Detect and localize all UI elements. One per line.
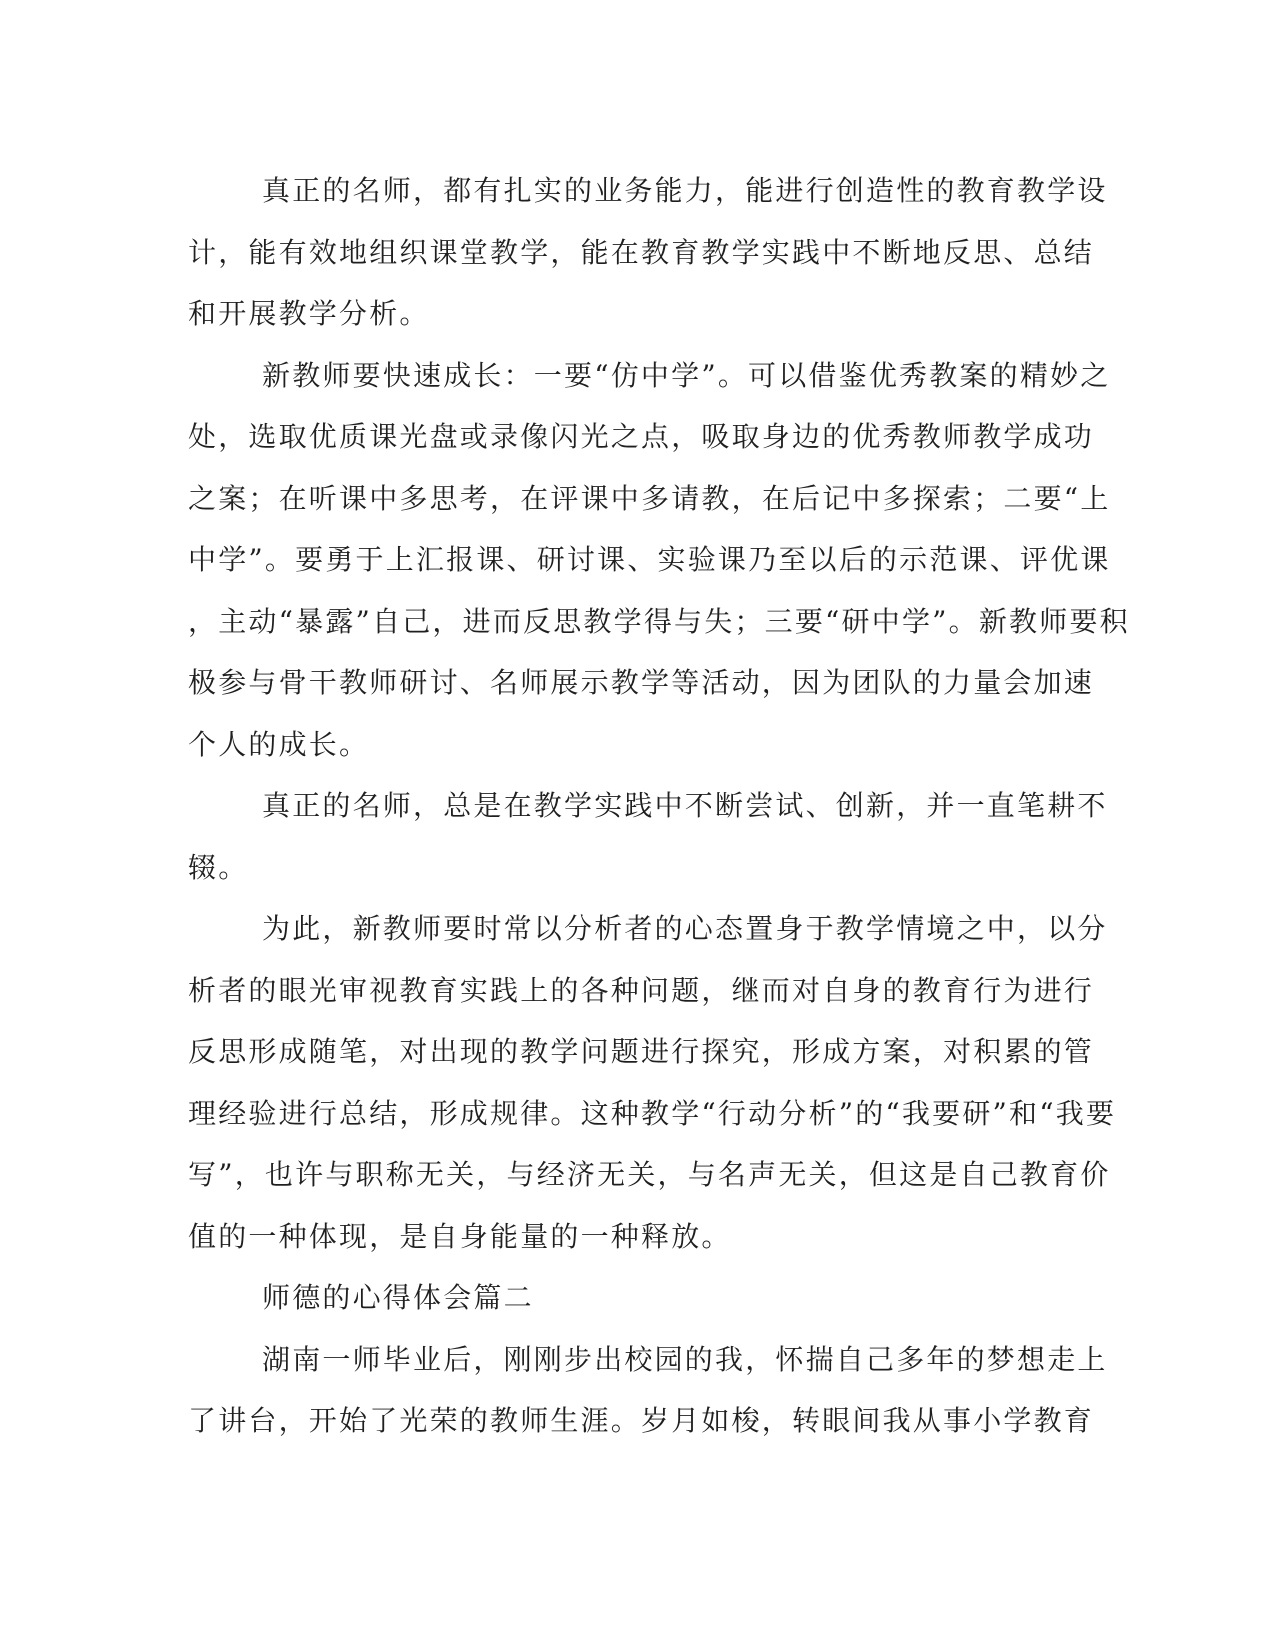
text-line: 值的一种体现，是自身能量的一种释放。 — [188, 1219, 732, 1253]
paragraph-4 — [188, 898, 1117, 1267]
text-line: 理经验进行总结，形成规律。这种教学“行动分析”的“我要研”和“我要 — [188, 1096, 1117, 1130]
paragraph-1 — [188, 160, 1108, 345]
text-line: 计，能有效地组织课堂教学，能在教育教学实践中不断地反思、总结 — [188, 235, 1095, 269]
text-line: 真正的名师，都有扎实的业务能力，能进行创造性的教育教学设 — [262, 174, 1108, 207]
paragraph-3 — [188, 775, 1108, 898]
text-line: 之案；在听课中多思考，在评课中多请教，在后记中多探索；二要“上 — [188, 481, 1111, 515]
section-heading — [188, 1267, 1078, 1329]
text-line: 和开展教学分析。 — [188, 297, 430, 330]
text-line: 湖南一师毕业后，刚刚步出校园的我，怀揣自己多年的梦想走上 — [262, 1342, 1108, 1376]
text-line: 辍。 — [188, 850, 249, 884]
text-line: 个人的成长。 — [188, 727, 370, 761]
text-line: 写”，也许与职称无关，与经济无关，与名声无关，但这是自己教育价 — [188, 1158, 1111, 1191]
paragraph-2 — [188, 345, 1130, 776]
text-line: 处，选取优质课光盘或录像闪光之点，吸取身边的优秀教师教学成功 — [188, 420, 1095, 453]
text-line: 了讲台，开始了光荣的教师生涯。岁月如梭，转眼间我从事小学教育 — [188, 1404, 1095, 1437]
text-line: 为此，新教师要时常以分析者的心态置身于教学情境之中，以分 — [262, 912, 1108, 945]
text-line: 新教师要快速成长：一要“仿中学”。可以借鉴优秀教案的精妙之 — [262, 358, 1111, 392]
text-line: 反思形成随笔，对出现的教学问题进行探究，形成方案，对积累的管 — [188, 1035, 1095, 1068]
text-line: 极参与骨干教师研讨、名师展示教学等活动，因为团队的力量会加速 — [188, 666, 1095, 699]
paragraph-5 — [188, 1329, 1108, 1452]
heading-text: 师德的心得体会篇二 — [262, 1281, 534, 1314]
text-line: 析者的眼光审视教育实践上的各种问题，继而对自身的教育行为进行 — [188, 973, 1095, 1007]
text-line: ，主动“暴露”自己，进而反思教学得与失；三要“研中学”。新教师要积 — [188, 604, 1130, 638]
text-line: 真正的名师，总是在教学实践中不断尝试、创新，并一直笔耕不 — [262, 789, 1108, 822]
document-body — [188, 160, 1130, 1452]
text-line: 中学”。要勇于上汇报课、研讨课、实验课乃至以后的示范课、评优课 — [188, 543, 1111, 576]
